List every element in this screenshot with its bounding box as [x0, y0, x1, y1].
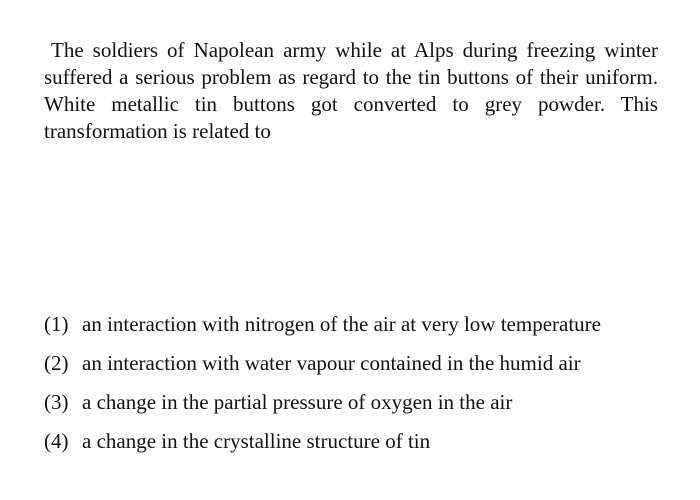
option-number: (4): [44, 429, 69, 453]
option-1: [44, 310, 674, 349]
option-3: [44, 388, 674, 427]
option-text: an interaction with nitrogen of the air at very low temperature: [82, 312, 601, 336]
option-text: a change in the crystalline structure of tin: [82, 429, 431, 453]
option-4: [44, 427, 674, 466]
option-number: (3): [44, 390, 69, 414]
options-list: [44, 310, 674, 466]
option-number: (1): [44, 312, 69, 336]
option-text: a change in the partial pressure of oxygen in the air: [82, 390, 513, 414]
option-2: [44, 349, 674, 388]
option-text: an interaction with water vapour contained in the humid air: [82, 351, 581, 375]
question-text: The soldiers of Napolean army while at Alps during freezing winter suffered a serious problem as regard to the tin buttons of their uniform. White metallic tin buttons got converted to grey powder. This transformation is related to: [44, 38, 658, 143]
option-number: (2): [44, 351, 69, 375]
